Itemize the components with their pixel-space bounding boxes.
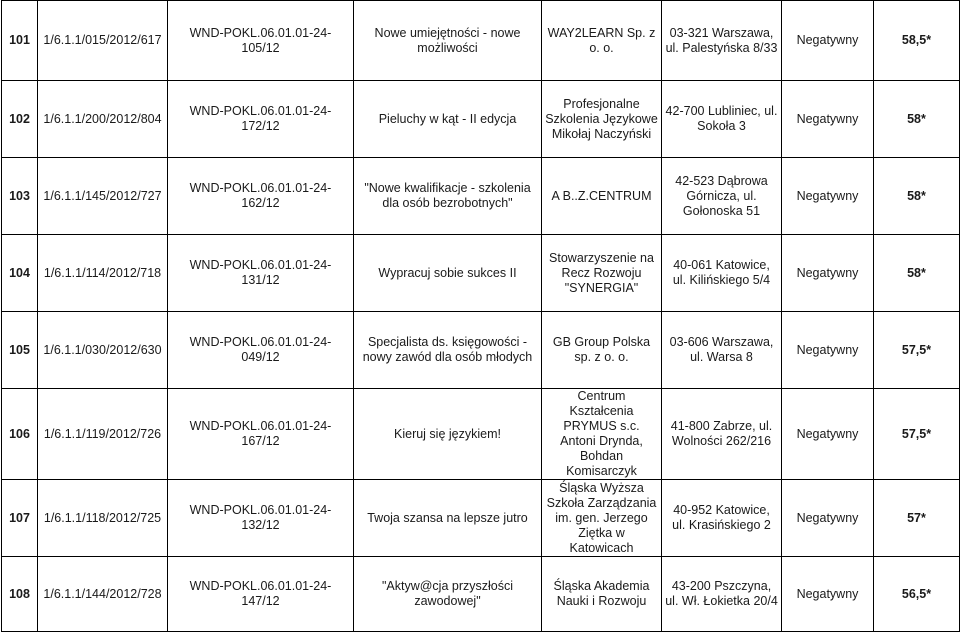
table-row bbox=[2, 312, 960, 389]
evaluation-result: Negatywny bbox=[782, 557, 874, 632]
project-number: WND-POKL.06.01.01-24-167/12 bbox=[168, 389, 354, 480]
project-number: WND-POKL.06.01.01-24-132/12 bbox=[168, 480, 354, 557]
evaluation-result: Negatywny bbox=[782, 480, 874, 557]
evaluation-result: Negatywny bbox=[782, 389, 874, 480]
table-row bbox=[2, 557, 960, 632]
applicant-name: Profesjonalne Szkolenia Językowe Mikołaj Naczyński bbox=[542, 81, 662, 158]
row-number: 101 bbox=[2, 1, 38, 81]
evaluation-result: Negatywny bbox=[782, 1, 874, 81]
applicant-address: 41-800 Zabrze, ul. Wolności 262/216 bbox=[662, 389, 782, 480]
project-number: WND-POKL.06.01.01-24-131/12 bbox=[168, 235, 354, 312]
applicant-address: 43-200 Pszczyna, ul. Wł. Łokietka 20/4 bbox=[662, 557, 782, 632]
applicant-name: A B..Z.CENTRUM bbox=[542, 158, 662, 235]
points-score: 58* bbox=[874, 235, 960, 312]
applicant-address: 03-606 Warszawa, ul. Warsa 8 bbox=[662, 312, 782, 389]
row-number: 104 bbox=[2, 235, 38, 312]
points-score: 56,5* bbox=[874, 557, 960, 632]
applicant-address: 42-523 Dąbrowa Górnicza, ul. Gołonoska 51 bbox=[662, 158, 782, 235]
project-number: WND-POKL.06.01.01-24-162/12 bbox=[168, 158, 354, 235]
table-row bbox=[2, 81, 960, 158]
points-score: 57* bbox=[874, 480, 960, 557]
applicant-name: GB Group Polska sp. z o. o. bbox=[542, 312, 662, 389]
project-number: WND-POKL.06.01.01-24-172/12 bbox=[168, 81, 354, 158]
project-title: Specjalista ds. księgowości - nowy zawód dla osób młodych bbox=[354, 312, 542, 389]
project-title: Kieruj się językiem! bbox=[354, 389, 542, 480]
applicant-address: 40-061 Katowice, ul. Kilińskiego 5/4 bbox=[662, 235, 782, 312]
row-number: 106 bbox=[2, 389, 38, 480]
project-title: Nowe umiejętności - nowe możliwości bbox=[354, 1, 542, 81]
application-number: 1/6.1.1/015/2012/617 bbox=[38, 1, 168, 81]
points-score: 58,5* bbox=[874, 1, 960, 81]
table-row bbox=[2, 1, 960, 81]
points-score: 58* bbox=[874, 158, 960, 235]
evaluation-result: Negatywny bbox=[782, 158, 874, 235]
row-number: 108 bbox=[2, 557, 38, 632]
project-title: "Aktyw@cja przyszłości zawodowej" bbox=[354, 557, 542, 632]
row-number: 103 bbox=[2, 158, 38, 235]
evaluation-result: Negatywny bbox=[782, 235, 874, 312]
results-table bbox=[1, 0, 960, 632]
table-row bbox=[2, 158, 960, 235]
applicant-address: 03-321 Warszawa, ul. Palestyńska 8/33 bbox=[662, 1, 782, 81]
points-score: 57,5* bbox=[874, 389, 960, 480]
applicant-address: 40-952 Katowice, ul. Krasińskiego 2 bbox=[662, 480, 782, 557]
application-number: 1/6.1.1/118/2012/725 bbox=[38, 480, 168, 557]
project-title: Pieluchy w kąt - II edycja bbox=[354, 81, 542, 158]
evaluation-result: Negatywny bbox=[782, 81, 874, 158]
application-number: 1/6.1.1/145/2012/727 bbox=[38, 158, 168, 235]
results-table-body bbox=[2, 1, 960, 632]
points-score: 58* bbox=[874, 81, 960, 158]
project-number: WND-POKL.06.01.01-24-049/12 bbox=[168, 312, 354, 389]
applicant-name: Centrum Kształcenia PRYMUS s.c. Antoni Drynda, Bohdan Komisarczyk bbox=[542, 389, 662, 480]
row-number: 105 bbox=[2, 312, 38, 389]
application-number: 1/6.1.1/030/2012/630 bbox=[38, 312, 168, 389]
table-row bbox=[2, 389, 960, 480]
applicant-name: WAY2LEARN Sp. z o. o. bbox=[542, 1, 662, 81]
project-title: Wypracuj sobie sukces II bbox=[354, 235, 542, 312]
row-number: 107 bbox=[2, 480, 38, 557]
applicant-name: Śląska Akademia Nauki i Rozwoju bbox=[542, 557, 662, 632]
project-title: Twoja szansa na lepsze jutro bbox=[354, 480, 542, 557]
application-number: 1/6.1.1/144/2012/728 bbox=[38, 557, 168, 632]
row-number: 102 bbox=[2, 81, 38, 158]
project-title: "Nowe kwalifikacje - szkolenia dla osób bezrobotnych" bbox=[354, 158, 542, 235]
table-row bbox=[2, 480, 960, 557]
project-number: WND-POKL.06.01.01-24-147/12 bbox=[168, 557, 354, 632]
application-number: 1/6.1.1/119/2012/726 bbox=[38, 389, 168, 480]
application-number: 1/6.1.1/114/2012/718 bbox=[38, 235, 168, 312]
applicant-name: Śląska Wyższa Szkoła Zarządzania im. gen. Jerzego Ziętka w Katowicach bbox=[542, 480, 662, 557]
application-number: 1/6.1.1/200/2012/804 bbox=[38, 81, 168, 158]
project-number: WND-POKL.06.01.01-24-105/12 bbox=[168, 1, 354, 81]
table-row bbox=[2, 235, 960, 312]
points-score: 57,5* bbox=[874, 312, 960, 389]
applicant-name: Stowarzyszenie na Recz Rozwoju "SYNERGIA" bbox=[542, 235, 662, 312]
applicant-address: 42-700 Lubliniec, ul. Sokoła 3 bbox=[662, 81, 782, 158]
evaluation-result: Negatywny bbox=[782, 312, 874, 389]
